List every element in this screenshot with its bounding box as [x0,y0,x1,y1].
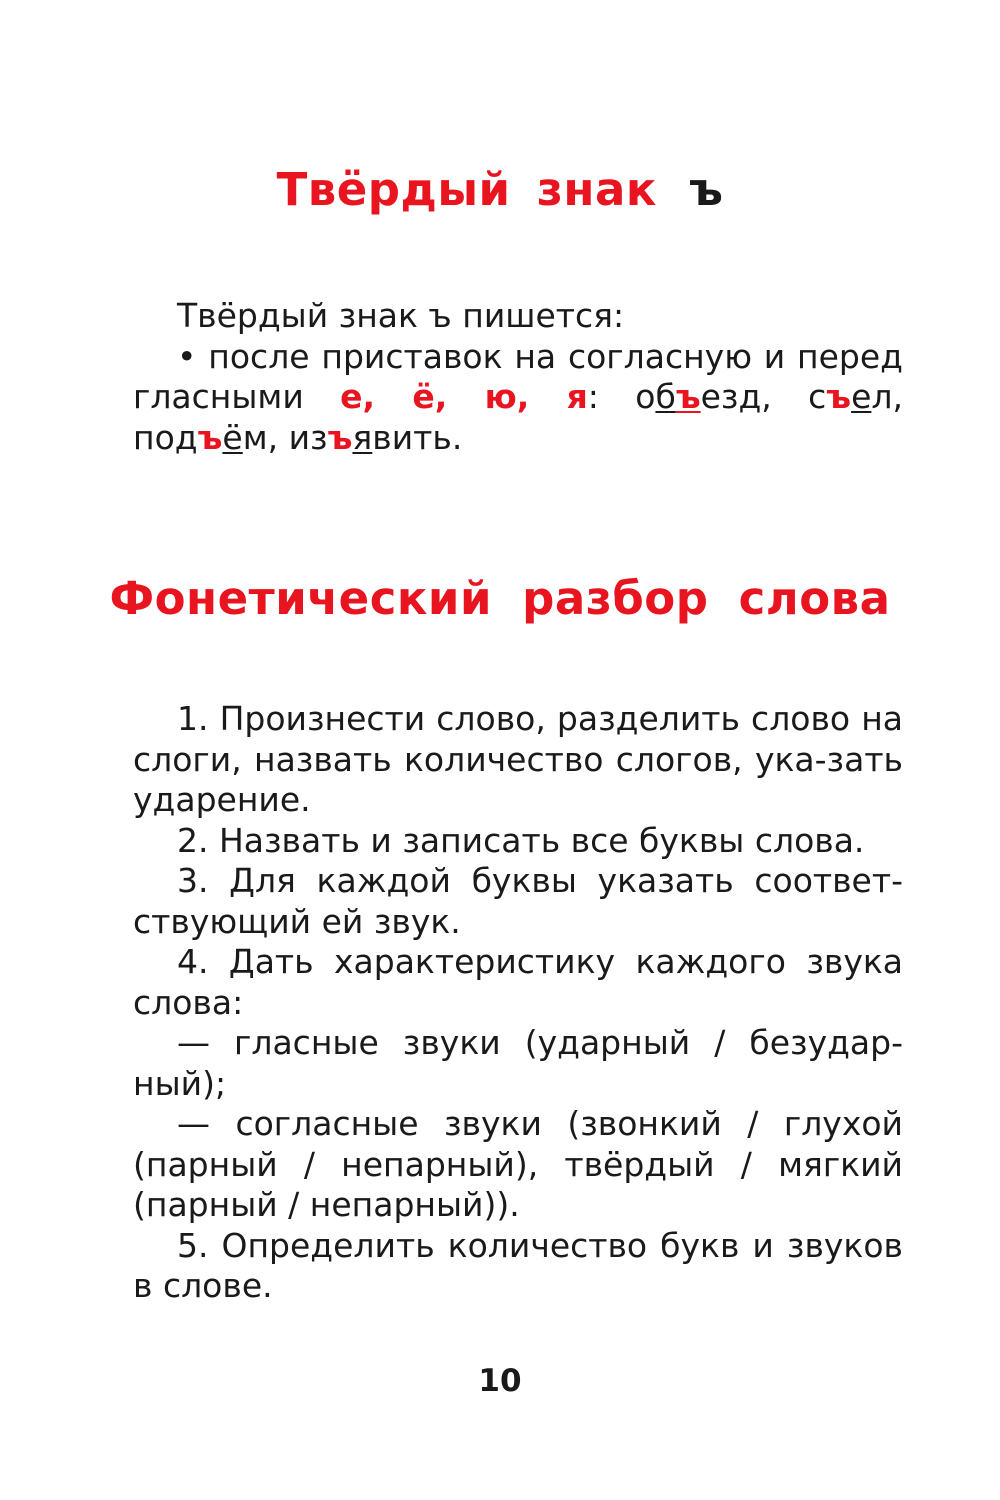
hard-sign-symbol: ъ [689,163,724,216]
step-item: 2. Назвать и записать все буквы слова. [177,820,865,860]
step-item: 3. Для каждой буквы указать соответ-ствующий ей звук. [133,861,903,941]
rule-text: • после приставок на согласную и перед гласными [133,336,903,416]
hard-sign-rule-block [133,296,903,458]
step-item: 5. Определить количество букв и звуков в слове. [133,1225,903,1305]
phonetic-analysis-steps [133,699,903,1307]
step-subitem: — согласные звуки (звонкий / глухой (парный / непарный), твёрдый / мягкий (парный / непарный)). [133,1104,903,1224]
step-subitem: — гласные звуки (ударный / безудар-ный); [133,1023,903,1103]
step-item: 4. Дать характеристику каждого звука слова: [133,942,903,1022]
example-word: объезд, [635,377,772,416]
example-word: изъявить. [288,417,463,457]
section-title-phonetic-analysis: Фонетический разбор слова [109,572,891,625]
page-number: 10 [478,1363,522,1399]
section-title-hard-sign [0,163,1000,216]
rule-paragraph [133,337,903,459]
rule-intro: Твёрдый знак ъ пишется: [177,296,625,335]
section-title-text: Твёрдый знак [276,163,657,216]
vowel-letters: е, ё, ю, я [340,377,588,416]
examples-separator: : [587,377,599,416]
example-word: подъём, [133,417,279,457]
step-item: 1. Произнести слово, разделить слово на слоги, назвать количество слогов, ука-зать ударение. [133,699,903,819]
example-word: съел, [808,377,903,416]
